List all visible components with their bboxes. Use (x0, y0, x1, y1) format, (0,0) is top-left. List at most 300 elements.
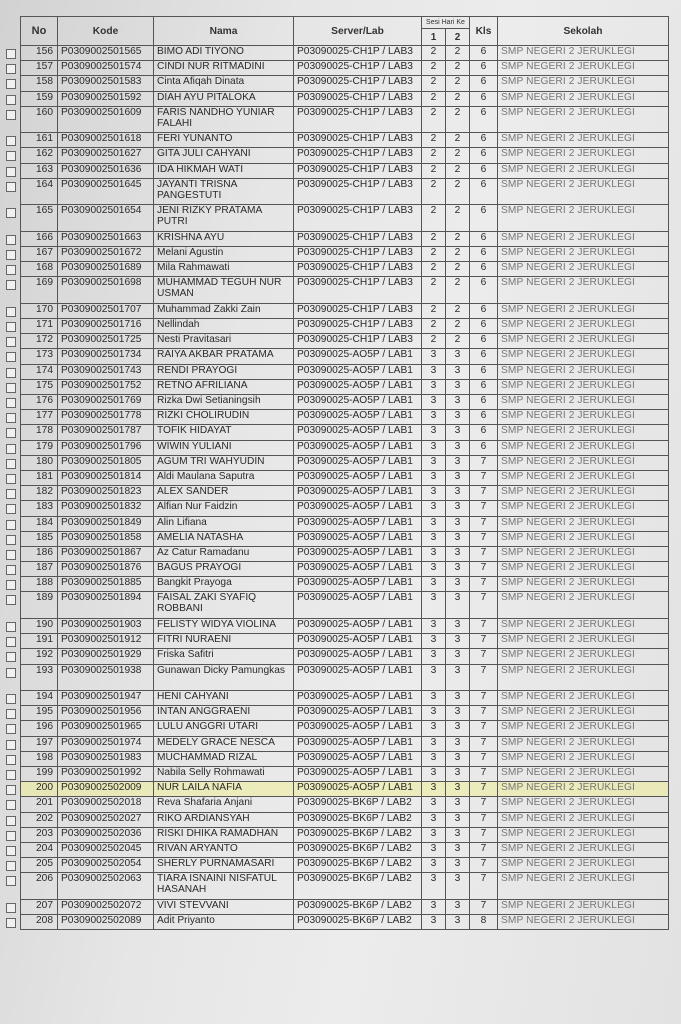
row-nama: GITA JULI CAHYANI (154, 148, 294, 163)
row-sesi-2: 2 (446, 106, 470, 133)
row-sesi-1: 3 (422, 531, 446, 546)
table-row (21, 379, 669, 394)
row-sesi-2: 2 (446, 205, 470, 232)
row-kode: P0309002502045 (58, 842, 154, 857)
row-checkbox[interactable] (6, 398, 16, 408)
row-checkbox[interactable] (6, 151, 16, 161)
row-nama: Cinta Afiqah Dinata (154, 76, 294, 91)
row-number: 162 (21, 148, 58, 163)
table-row (21, 592, 669, 619)
row-checkbox[interactable] (6, 755, 16, 765)
row-number: 204 (21, 842, 58, 857)
row-sesi-2: 3 (446, 899, 470, 914)
row-checkbox[interactable] (6, 444, 16, 454)
row-kls: 6 (470, 178, 498, 205)
row-nama: Mila Rahmawati (154, 262, 294, 277)
row-sesi-2: 3 (446, 706, 470, 721)
row-checkbox[interactable] (6, 785, 16, 795)
row-sekolah: SMP NEGERI 2 JERUKLEGI (498, 721, 669, 736)
row-sekolah: SMP NEGERI 2 JERUKLEGI (498, 751, 669, 766)
row-checkbox[interactable] (6, 535, 16, 545)
row-nama: CINDI NUR RITMADINI (154, 61, 294, 76)
row-kls: 6 (470, 106, 498, 133)
row-checkbox[interactable] (6, 580, 16, 590)
row-sekolah: SMP NEGERI 2 JERUKLEGI (498, 899, 669, 914)
row-sesi-1: 3 (422, 546, 446, 561)
row-kode: P0309002501938 (58, 664, 154, 691)
row-checkbox[interactable] (6, 595, 16, 605)
row-nama: WIWIN YULIANI (154, 440, 294, 455)
row-kls: 7 (470, 486, 498, 501)
row-checkbox[interactable] (6, 565, 16, 575)
row-sesi-1: 2 (422, 76, 446, 91)
row-checkbox[interactable] (6, 79, 16, 89)
row-sekolah: SMP NEGERI 2 JERUKLEGI (498, 231, 669, 246)
row-checkbox[interactable] (6, 208, 16, 218)
row-checkbox[interactable] (6, 474, 16, 484)
row-sesi-2: 2 (446, 319, 470, 334)
row-checkbox[interactable] (6, 622, 16, 632)
row-kode: P0309002502018 (58, 797, 154, 812)
row-number: 191 (21, 634, 58, 649)
row-kode: P0309002501672 (58, 247, 154, 262)
row-checkbox[interactable] (6, 110, 16, 120)
table-row (21, 91, 669, 106)
row-sekolah: SMP NEGERI 2 JERUKLEGI (498, 664, 669, 691)
row-kode: P0309002501583 (58, 76, 154, 91)
row-server-lab: P03090025-CH1P / LAB3 (294, 163, 422, 178)
row-sekolah: SMP NEGERI 2 JERUKLEGI (498, 516, 669, 531)
row-sesi-1: 2 (422, 163, 446, 178)
row-checkbox[interactable] (6, 800, 16, 810)
row-number: 167 (21, 247, 58, 262)
header-no: No (21, 17, 58, 46)
row-kls: 6 (470, 133, 498, 148)
row-sesi-2: 3 (446, 782, 470, 797)
row-sekolah: SMP NEGERI 2 JERUKLEGI (498, 782, 669, 797)
row-sesi-1: 3 (422, 440, 446, 455)
row-server-lab: P03090025-AO5P / LAB1 (294, 634, 422, 649)
row-sekolah: SMP NEGERI 2 JERUKLEGI (498, 205, 669, 232)
row-sekolah: SMP NEGERI 2 JERUKLEGI (498, 546, 669, 561)
row-kls: 7 (470, 634, 498, 649)
row-kode: P0309002502054 (58, 858, 154, 873)
row-number: 197 (21, 736, 58, 751)
row-sesi-1: 2 (422, 178, 446, 205)
row-checkbox[interactable] (6, 182, 16, 192)
row-checkbox[interactable] (6, 49, 16, 59)
row-sesi-1: 2 (422, 277, 446, 304)
row-checkbox[interactable] (6, 740, 16, 750)
row-number: 175 (21, 379, 58, 394)
row-checkbox[interactable] (6, 265, 16, 275)
row-sesi-2: 3 (446, 395, 470, 410)
row-kode: P0309002501929 (58, 649, 154, 664)
header-sesi-1: 1 (422, 29, 446, 46)
table-row (21, 46, 669, 61)
row-sesi-1: 3 (422, 618, 446, 633)
row-sesi-2: 3 (446, 440, 470, 455)
row-checkbox[interactable] (6, 383, 16, 393)
table-row (21, 440, 669, 455)
row-checkbox[interactable] (6, 724, 16, 734)
row-sekolah: SMP NEGERI 2 JERUKLEGI (498, 440, 669, 455)
row-checkbox[interactable] (6, 368, 16, 378)
row-checkbox[interactable] (6, 307, 16, 317)
row-sesi-1: 3 (422, 664, 446, 691)
row-checkbox[interactable] (6, 903, 16, 913)
row-server-lab: P03090025-CH1P / LAB3 (294, 133, 422, 148)
row-sesi-1: 3 (422, 349, 446, 364)
table-row (21, 562, 669, 577)
table-row (21, 751, 669, 766)
row-sekolah: SMP NEGERI 2 JERUKLEGI (498, 163, 669, 178)
row-kode: P0309002501778 (58, 410, 154, 425)
row-kls: 6 (470, 349, 498, 364)
row-checkbox[interactable] (6, 413, 16, 423)
row-sesi-1: 3 (422, 721, 446, 736)
row-number: 187 (21, 562, 58, 577)
row-sesi-2: 2 (446, 91, 470, 106)
row-sesi-1: 2 (422, 133, 446, 148)
row-server-lab: P03090025-AO5P / LAB1 (294, 349, 422, 364)
row-number: 200 (21, 782, 58, 797)
row-sesi-1: 2 (422, 148, 446, 163)
row-nama: FERI YUNANTO (154, 133, 294, 148)
row-server-lab: P03090025-CH1P / LAB3 (294, 262, 422, 277)
row-nama: MUCHAMMAD RIZAL (154, 751, 294, 766)
row-server-lab: P03090025-AO5P / LAB1 (294, 664, 422, 691)
row-kls: 6 (470, 277, 498, 304)
row-kode: P0309002501956 (58, 706, 154, 721)
row-sesi-1: 3 (422, 827, 446, 842)
row-number: 178 (21, 425, 58, 440)
row-server-lab: P03090025-CH1P / LAB3 (294, 303, 422, 318)
row-kls: 7 (470, 577, 498, 592)
row-kls: 7 (470, 899, 498, 914)
row-number: 159 (21, 91, 58, 106)
row-kls: 6 (470, 334, 498, 349)
row-sesi-1: 3 (422, 812, 446, 827)
row-server-lab: P03090025-AO5P / LAB1 (294, 516, 422, 531)
row-nama: RIVAN ARYANTO (154, 842, 294, 857)
row-kode: P0309002501903 (58, 618, 154, 633)
row-kode: P0309002501885 (58, 577, 154, 592)
row-number: 199 (21, 766, 58, 781)
row-server-lab: P03090025-BK6P / LAB2 (294, 842, 422, 857)
row-sekolah: SMP NEGERI 2 JERUKLEGI (498, 277, 669, 304)
row-sekolah: SMP NEGERI 2 JERUKLEGI (498, 766, 669, 781)
row-kode: P0309002502063 (58, 873, 154, 900)
row-checkbox[interactable] (6, 876, 16, 886)
row-checkbox[interactable] (6, 918, 16, 928)
row-sesi-1: 3 (422, 501, 446, 516)
row-sekolah: SMP NEGERI 2 JERUKLEGI (498, 395, 669, 410)
row-checkbox[interactable] (6, 322, 16, 332)
table-row (21, 546, 669, 561)
row-nama: Reva Shafaria Anjani (154, 797, 294, 812)
row-kls: 7 (470, 592, 498, 619)
row-server-lab: P03090025-AO5P / LAB1 (294, 766, 422, 781)
row-sesi-1: 2 (422, 334, 446, 349)
row-kode: P0309002501823 (58, 486, 154, 501)
row-checkbox[interactable] (6, 861, 16, 871)
row-nama: INTAN ANGGRAENI (154, 706, 294, 721)
header-sesi-2: 2 (446, 29, 470, 46)
row-checkbox[interactable] (6, 652, 16, 662)
row-kode: P0309002501947 (58, 691, 154, 706)
row-sesi-1: 3 (422, 751, 446, 766)
row-number: 185 (21, 531, 58, 546)
row-server-lab: P03090025-AO5P / LAB1 (294, 577, 422, 592)
header-sekolah: Sekolah (498, 17, 669, 46)
row-sesi-2: 3 (446, 751, 470, 766)
row-server-lab: P03090025-AO5P / LAB1 (294, 721, 422, 736)
row-kode: P0309002501627 (58, 148, 154, 163)
row-nama: TOFIK HIDAYAT (154, 425, 294, 440)
row-kls: 7 (470, 501, 498, 516)
row-sesi-2: 3 (446, 364, 470, 379)
row-checkbox[interactable] (6, 831, 16, 841)
row-server-lab: P03090025-CH1P / LAB3 (294, 76, 422, 91)
row-server-lab: P03090025-BK6P / LAB2 (294, 827, 422, 842)
row-sesi-1: 2 (422, 106, 446, 133)
row-nama: VIVI STEVVANI (154, 899, 294, 914)
row-checkbox[interactable] (6, 816, 16, 826)
row-kls: 6 (470, 148, 498, 163)
row-checkbox[interactable] (6, 235, 16, 245)
row-server-lab: P03090025-CH1P / LAB3 (294, 205, 422, 232)
table-row (21, 691, 669, 706)
row-server-lab: P03090025-BK6P / LAB2 (294, 899, 422, 914)
row-checkbox[interactable] (6, 520, 16, 530)
row-number: 176 (21, 395, 58, 410)
row-checkbox[interactable] (6, 428, 16, 438)
row-number: 166 (21, 231, 58, 246)
row-server-lab: P03090025-AO5P / LAB1 (294, 546, 422, 561)
table-row (21, 61, 669, 76)
row-number: 196 (21, 721, 58, 736)
row-server-lab: P03090025-BK6P / LAB2 (294, 858, 422, 873)
row-server-lab: P03090025-AO5P / LAB1 (294, 470, 422, 485)
row-server-lab: P03090025-AO5P / LAB1 (294, 691, 422, 706)
row-sekolah: SMP NEGERI 2 JERUKLEGI (498, 46, 669, 61)
row-kls: 6 (470, 395, 498, 410)
row-sekolah: SMP NEGERI 2 JERUKLEGI (498, 858, 669, 873)
row-nama: TIARA ISNAINI NISFATUL HASANAH (154, 873, 294, 900)
row-kode: P0309002501734 (58, 349, 154, 364)
row-sesi-2: 3 (446, 914, 470, 929)
row-kode: P0309002501992 (58, 766, 154, 781)
row-sesi-1: 2 (422, 205, 446, 232)
row-checkbox[interactable] (6, 95, 16, 105)
row-checkbox[interactable] (6, 550, 16, 560)
row-checkbox[interactable] (6, 250, 16, 260)
row-sesi-2: 3 (446, 858, 470, 873)
checkbox-column (4, 0, 18, 1024)
row-sesi-1: 3 (422, 455, 446, 470)
row-nama: Nesti Pravitasari (154, 334, 294, 349)
row-server-lab: P03090025-AO5P / LAB1 (294, 440, 422, 455)
row-nama: FELISTY WIDYA VIOLINA (154, 618, 294, 633)
table-row (21, 262, 669, 277)
row-sesi-2: 2 (446, 76, 470, 91)
row-checkbox[interactable] (6, 167, 16, 177)
row-kode: P0309002501983 (58, 751, 154, 766)
row-sesi-2: 2 (446, 133, 470, 148)
row-kode: P0309002502036 (58, 827, 154, 842)
row-sekolah: SMP NEGERI 2 JERUKLEGI (498, 379, 669, 394)
row-sesi-2: 3 (446, 592, 470, 619)
row-server-lab: P03090025-CH1P / LAB3 (294, 319, 422, 334)
row-sesi-2: 3 (446, 501, 470, 516)
table-row (21, 148, 669, 163)
row-kode: P0309002501592 (58, 91, 154, 106)
row-checkbox[interactable] (6, 337, 16, 347)
row-kls: 7 (470, 531, 498, 546)
table-row (21, 470, 669, 485)
row-kls: 7 (470, 797, 498, 812)
row-nama: FITRI NURAENI (154, 634, 294, 649)
row-server-lab: P03090025-AO5P / LAB1 (294, 736, 422, 751)
row-sekolah: SMP NEGERI 2 JERUKLEGI (498, 827, 669, 842)
row-server-lab: P03090025-AO5P / LAB1 (294, 395, 422, 410)
row-checkbox[interactable] (6, 709, 16, 719)
table-row (21, 873, 669, 900)
row-kode: P0309002501663 (58, 231, 154, 246)
table-row (21, 410, 669, 425)
row-checkbox[interactable] (6, 770, 16, 780)
row-nama: Aldi Maulana Saputra (154, 470, 294, 485)
row-kode: P0309002501832 (58, 501, 154, 516)
row-checkbox[interactable] (6, 846, 16, 856)
row-sekolah: SMP NEGERI 2 JERUKLEGI (498, 61, 669, 76)
row-number: 169 (21, 277, 58, 304)
row-server-lab: P03090025-BK6P / LAB2 (294, 797, 422, 812)
row-kls: 7 (470, 470, 498, 485)
row-checkbox[interactable] (6, 668, 16, 678)
table-row (21, 231, 669, 246)
row-kode: P0309002501974 (58, 736, 154, 751)
table-body (21, 46, 669, 930)
row-kode: P0309002501743 (58, 364, 154, 379)
row-checkbox[interactable] (6, 694, 16, 704)
row-number: 201 (21, 797, 58, 812)
row-nama: NUR LAILA NAFIA (154, 782, 294, 797)
row-kode: P0309002501867 (58, 546, 154, 561)
row-sesi-1: 3 (422, 706, 446, 721)
row-server-lab: P03090025-AO5P / LAB1 (294, 751, 422, 766)
row-kls: 6 (470, 231, 498, 246)
row-kls: 6 (470, 91, 498, 106)
row-checkbox[interactable] (6, 504, 16, 514)
row-sesi-1: 3 (422, 577, 446, 592)
row-sesi-2: 2 (446, 231, 470, 246)
row-sekolah: SMP NEGERI 2 JERUKLEGI (498, 634, 669, 649)
table-row (21, 247, 669, 262)
row-checkbox[interactable] (6, 352, 16, 362)
row-sekolah: SMP NEGERI 2 JERUKLEGI (498, 842, 669, 857)
row-kls: 7 (470, 736, 498, 751)
row-nama: RENDI PRAYOGI (154, 364, 294, 379)
row-number: 156 (21, 46, 58, 61)
row-kls: 7 (470, 827, 498, 842)
row-kls: 6 (470, 247, 498, 262)
table-row (21, 782, 669, 797)
row-sesi-1: 3 (422, 379, 446, 394)
row-server-lab: P03090025-BK6P / LAB2 (294, 873, 422, 900)
row-kls: 6 (470, 46, 498, 61)
row-checkbox[interactable] (6, 136, 16, 146)
row-checkbox[interactable] (6, 459, 16, 469)
row-sesi-1: 3 (422, 842, 446, 857)
row-kode: P0309002501609 (58, 106, 154, 133)
row-number: 205 (21, 858, 58, 873)
row-sesi-2: 3 (446, 812, 470, 827)
row-kls: 6 (470, 262, 498, 277)
row-server-lab: P03090025-AO5P / LAB1 (294, 425, 422, 440)
row-kode: P0309002501849 (58, 516, 154, 531)
row-kls: 7 (470, 455, 498, 470)
row-sekolah: SMP NEGERI 2 JERUKLEGI (498, 410, 669, 425)
row-checkbox[interactable] (6, 489, 16, 499)
row-kls: 7 (470, 649, 498, 664)
row-kode: P0309002501565 (58, 46, 154, 61)
row-number: 163 (21, 163, 58, 178)
row-server-lab: P03090025-AO5P / LAB1 (294, 486, 422, 501)
row-number: 182 (21, 486, 58, 501)
row-sesi-1: 3 (422, 649, 446, 664)
row-kls: 6 (470, 76, 498, 91)
row-sesi-1: 3 (422, 766, 446, 781)
row-sesi-2: 3 (446, 827, 470, 842)
row-kls: 7 (470, 721, 498, 736)
table-row (21, 736, 669, 751)
row-nama: Bangkit Prayoga (154, 577, 294, 592)
row-sesi-2: 3 (446, 797, 470, 812)
row-sesi-2: 3 (446, 618, 470, 633)
table-row (21, 319, 669, 334)
row-kls: 7 (470, 618, 498, 633)
row-server-lab: P03090025-AO5P / LAB1 (294, 782, 422, 797)
row-kls: 8 (470, 914, 498, 929)
row-kode: P0309002501716 (58, 319, 154, 334)
row-number: 188 (21, 577, 58, 592)
row-sekolah: SMP NEGERI 2 JERUKLEGI (498, 349, 669, 364)
row-kode: P0309002501636 (58, 163, 154, 178)
row-kls: 6 (470, 163, 498, 178)
row-sekolah: SMP NEGERI 2 JERUKLEGI (498, 91, 669, 106)
row-kode: P0309002501814 (58, 470, 154, 485)
row-sesi-1: 2 (422, 91, 446, 106)
table-row (21, 797, 669, 812)
row-sekolah: SMP NEGERI 2 JERUKLEGI (498, 334, 669, 349)
row-number: 172 (21, 334, 58, 349)
row-sekolah: SMP NEGERI 2 JERUKLEGI (498, 562, 669, 577)
row-server-lab: P03090025-CH1P / LAB3 (294, 247, 422, 262)
row-number: 192 (21, 649, 58, 664)
row-nama: LULU ANGGRI UTARI (154, 721, 294, 736)
row-sesi-2: 3 (446, 766, 470, 781)
row-sesi-1: 2 (422, 262, 446, 277)
row-number: 157 (21, 61, 58, 76)
table-row (21, 425, 669, 440)
row-server-lab: P03090025-AO5P / LAB1 (294, 379, 422, 394)
table-row (21, 76, 669, 91)
row-checkbox[interactable] (6, 64, 16, 74)
row-checkbox[interactable] (6, 637, 16, 647)
row-checkbox[interactable] (6, 280, 16, 290)
